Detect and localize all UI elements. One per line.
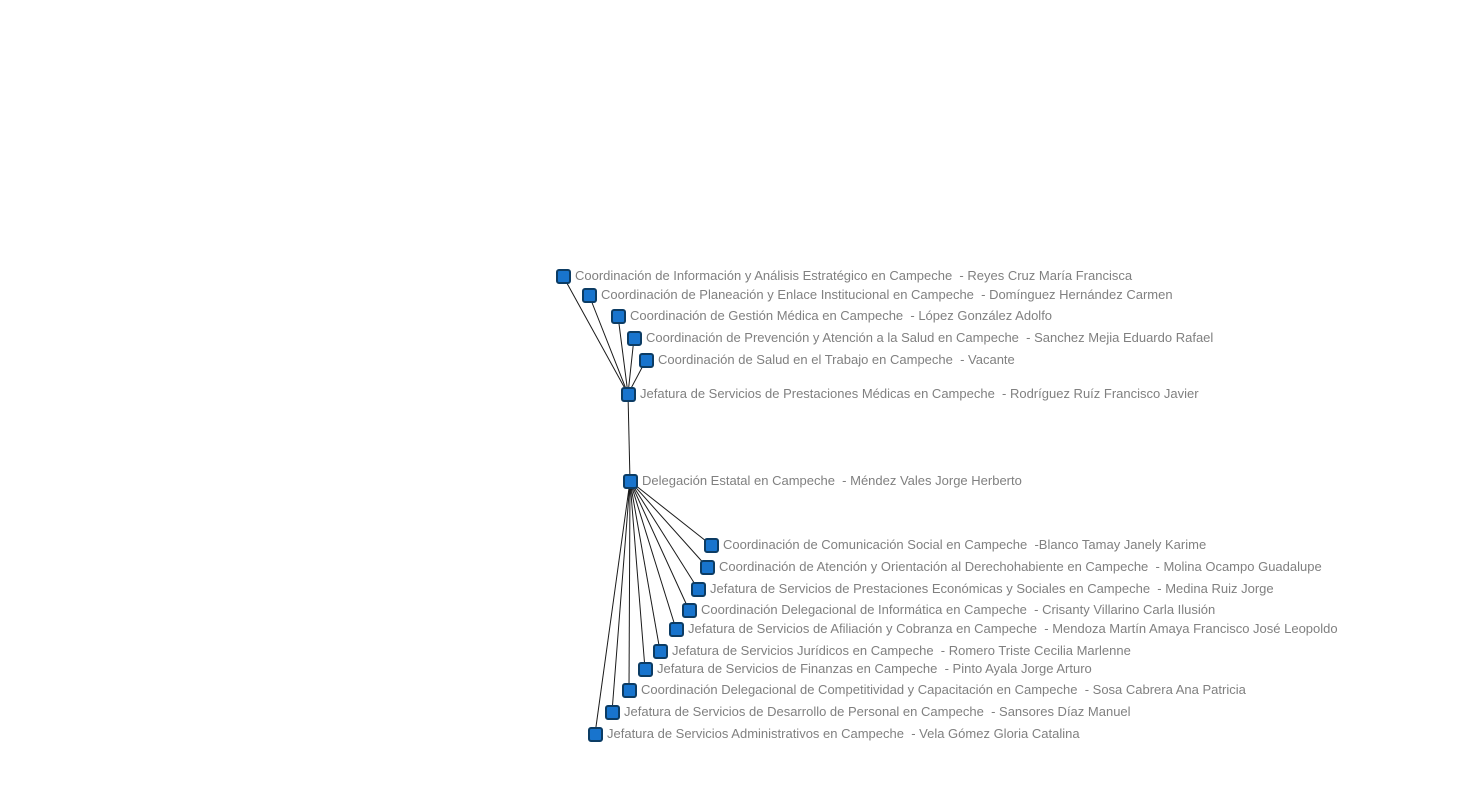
- org-node-marker-icon[interactable]: [627, 331, 642, 346]
- org-node-label: Coordinación de Planeación y Enlace Institucional en Campeche - Domínguez Hernández Carmen: [601, 287, 1173, 302]
- org-node-label: Coordinación de Comunicación Social en Campeche -Blanco Tamay Janely Karime: [723, 537, 1207, 552]
- org-node-jef-desarrollo-personal: [605, 703, 1131, 721]
- org-node-marker-icon[interactable]: [653, 644, 668, 659]
- org-node-marker-icon[interactable]: [682, 603, 697, 618]
- org-node-marker-icon[interactable]: [704, 538, 719, 553]
- org-node-label: Jefatura de Servicios de Desarrollo de Personal en Campeche - Sansores Díaz Manuel: [624, 704, 1131, 719]
- org-node-label: Coordinación de Atención y Orientación al Derechohabiente en Campeche - Molina Ocampo Guadalupe: [719, 559, 1322, 574]
- org-node-marker-icon[interactable]: [588, 727, 603, 742]
- org-node-marker-icon[interactable]: [623, 474, 638, 489]
- org-node-label: Coordinación de Información y Análisis Estratégico en Campeche - Reyes Cruz María Francisca: [575, 268, 1133, 283]
- org-node-marker-icon[interactable]: [611, 309, 626, 324]
- org-node-label: Delegación Estatal en Campeche - Méndez Vales Jorge Herberto: [642, 473, 1022, 488]
- org-node-label: Jefatura de Servicios de Finanzas en Campeche - Pinto Ayala Jorge Arturo: [657, 661, 1092, 676]
- org-node-coord-informacion-analisis: [556, 267, 1132, 285]
- org-node-marker-icon[interactable]: [639, 353, 654, 368]
- org-node-coord-informatica: [682, 601, 1215, 619]
- org-node-jef-prestaciones-medicas: [621, 385, 1199, 403]
- org-node-coord-prevencion-atencion-salud: [627, 329, 1213, 347]
- org-node-jef-finanzas: [638, 660, 1092, 678]
- org-node-label: Coordinación de Prevención y Atención a la Salud en Campeche - Sanchez Mejia Eduardo Rafael: [646, 330, 1214, 345]
- org-node-label: Jefatura de Servicios Administrativos en Campeche - Vela Gómez Gloria Catalina: [607, 726, 1080, 741]
- org-node-coord-planeacion-enlace: [582, 286, 1173, 304]
- org-node-jef-afiliacion-cobranza: [669, 620, 1338, 638]
- org-node-label: Coordinación de Salud en el Trabajo en Campeche - Vacante: [658, 352, 1015, 367]
- org-node-label: Coordinación Delegacional de Competitividad y Capacitación en Campeche - Sosa Cabrera Ana Patricia: [641, 682, 1246, 697]
- org-node-delegacion-estatal: [623, 472, 1022, 490]
- org-node-marker-icon[interactable]: [622, 683, 637, 698]
- org-node-marker-icon[interactable]: [669, 622, 684, 637]
- org-node-jef-juridicos: [653, 642, 1131, 660]
- org-node-coord-salud-trabajo: [639, 351, 1015, 369]
- org-node-label: Coordinación de Gestión Médica en Campeche - López González Adolfo: [630, 308, 1053, 323]
- org-node-coord-competitividad-capacitacion: [622, 681, 1246, 699]
- org-node-jef-administrativos: [588, 725, 1080, 743]
- org-node-marker-icon[interactable]: [621, 387, 636, 402]
- org-node-coord-comunicacion-social: [704, 536, 1206, 554]
- org-node-marker-icon[interactable]: [700, 560, 715, 575]
- org-node-marker-icon[interactable]: [638, 662, 653, 677]
- org-node-label: Jefatura de Servicios de Afiliación y Cobranza en Campeche - Mendoza Martín Amaya Francisco José Leopoldo: [688, 621, 1338, 636]
- org-node-label: Jefatura de Servicios de Prestaciones Económicas y Sociales en Campeche - Medina Ruiz Jorge: [710, 581, 1274, 596]
- org-node-coord-gestion-medica: [611, 307, 1052, 325]
- org-node-marker-icon[interactable]: [582, 288, 597, 303]
- org-node-coord-atencion-orientacion: [700, 558, 1322, 576]
- org-node-marker-icon[interactable]: [605, 705, 620, 720]
- org-node-marker-icon[interactable]: [691, 582, 706, 597]
- org-node-label: Jefatura de Servicios Jurídicos en Campeche - Romero Triste Cecilia Marlenne: [672, 643, 1131, 658]
- org-node-marker-icon[interactable]: [556, 269, 571, 284]
- org-node-label: Jefatura de Servicios de Prestaciones Médicas en Campeche - Rodríguez Ruíz Francisco Javier: [640, 386, 1199, 401]
- org-node-label: Coordinación Delegacional de Informática en Campeche - Crisanty Villarino Carla Ilusión: [701, 602, 1216, 617]
- org-node-jef-prestaciones-economicas: [691, 580, 1274, 598]
